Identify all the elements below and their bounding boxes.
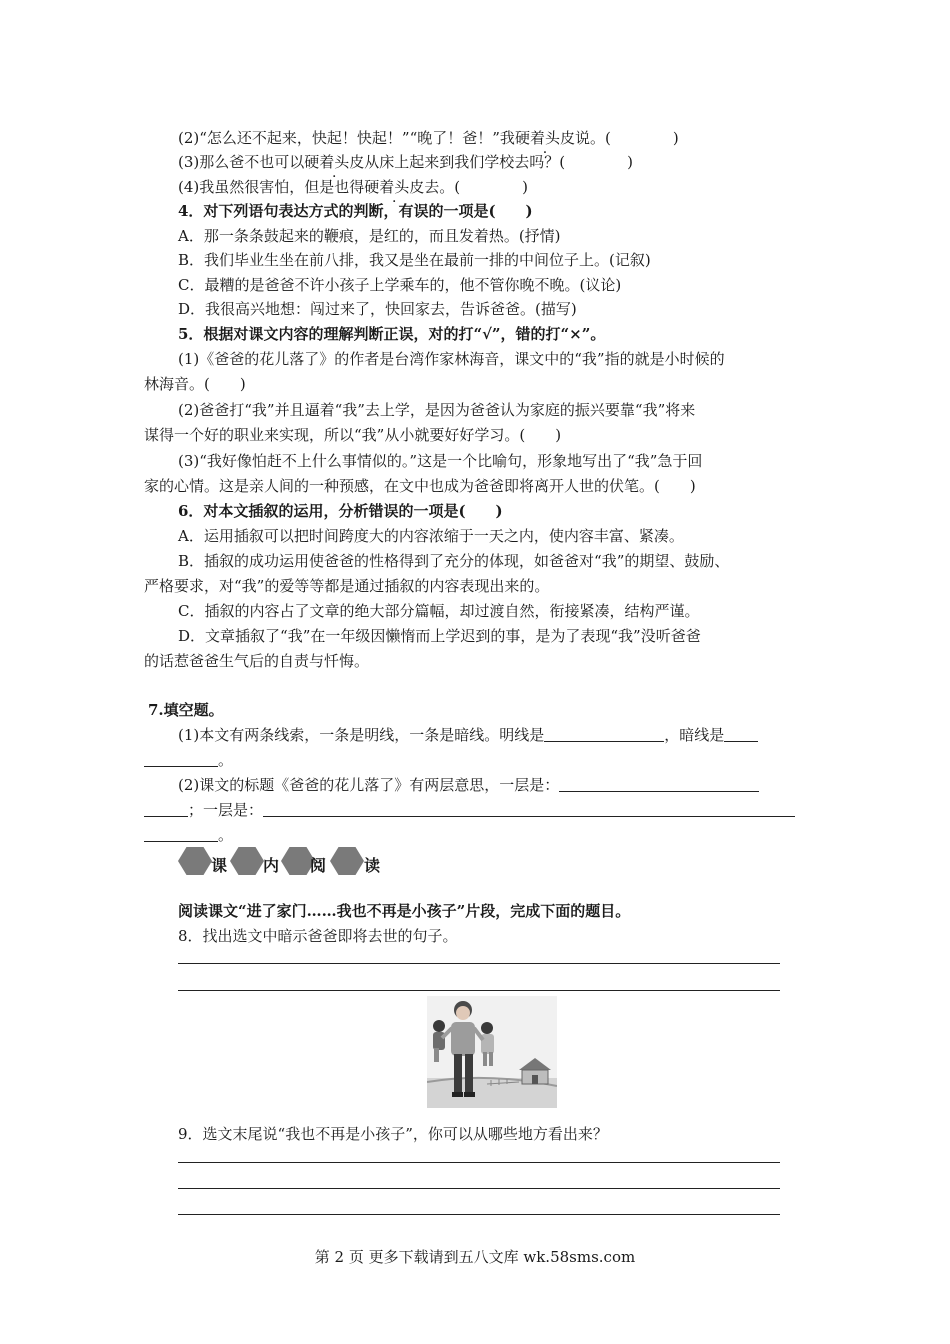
- page-footer: 第 2 页 更多下载请到五八文库 wk.58sms.com: [314, 1248, 636, 1266]
- hexagon-icon: [330, 847, 364, 875]
- q4-option-c[interactable]: C．最糟的是爸爸不许小孩子上学乘车的，他不管你晚不晚。(议论): [178, 276, 622, 294]
- answer-line[interactable]: [178, 990, 780, 991]
- fill-blank[interactable]: [544, 725, 664, 742]
- q4-option-a[interactable]: A．那一条条鼓起来的鞭痕，是红的，而且发着热。(抒情): [178, 227, 561, 245]
- section-char: 读: [364, 856, 381, 875]
- section-char: 课: [211, 856, 228, 875]
- hexagon-icon: [178, 847, 212, 875]
- q8-stem: 8．找出选文中暗示爸爸即将去世的句子。: [178, 927, 458, 945]
- q4-option-d[interactable]: D．我很高兴地想：闯过来了，快回家去，告诉爸爸。(描写): [178, 300, 577, 318]
- q7-item-1-cont: 。: [144, 749, 233, 771]
- q7-item-2-cont2: 。: [144, 824, 233, 846]
- section-char: 阅: [310, 856, 327, 875]
- answer-line[interactable]: [178, 1188, 780, 1189]
- q6-option-d-line1[interactable]: D．文章插叙了“我”在一年级因懒惰而上学迟到的事，是为了表现“我”没听爸爸: [178, 627, 701, 645]
- q6-option-d-line2[interactable]: 的话惹爸爸生气后的自责与忏悔。: [144, 652, 370, 670]
- hexagon-icon: [230, 847, 264, 875]
- fill-blank[interactable]: [559, 775, 759, 792]
- q5-item-2-line1: (2)爸爸打“我”并且逼着“我”去上学，是因为爸爸认为家庭的振兴要靠“我”将来: [178, 401, 696, 419]
- q3-item-4-emphasis: 硬着头皮: [364, 178, 425, 196]
- q4-option-b[interactable]: B．我们毕业生坐在前八排，我又是坐在最前一排的中间位子上。(记叙): [178, 251, 651, 269]
- q6-option-b-line1[interactable]: B．插叙的成功运用使爸爸的性格得到了充分的体现，如爸爸对“我”的期望、鼓励、: [178, 552, 730, 570]
- q5-item-1-line2: 林海音。( ): [144, 375, 246, 393]
- q5-item-1-line1: (1)《爸爸的花儿落了》的作者是台湾作家林海音，课文中的“我”指的就是小时候的: [178, 350, 725, 368]
- fill-blank[interactable]: [144, 750, 218, 767]
- fill-blank[interactable]: [144, 825, 218, 842]
- q5-item-2-line2: 谋得一个好的职业来实现，所以“我”从小就要好好学习。( ): [144, 426, 562, 444]
- fill-blank[interactable]: [724, 725, 758, 742]
- fill-blank[interactable]: [263, 800, 795, 817]
- section-char: 内: [263, 856, 280, 875]
- q6-option-a[interactable]: A．运用插叙可以把时间跨度大的内容浓缩于一天之内，使内容丰富、紧凑。: [178, 527, 684, 545]
- father-children-illustration: [427, 996, 557, 1108]
- q5-stem: 5．根据对课文内容的理解判断正误，对的打“√”，错的打“×”。: [178, 325, 606, 343]
- answer-line[interactable]: [178, 1162, 780, 1163]
- q6-stem: 6．对本文插叙的运用，分析错误的一项是( ): [178, 502, 503, 520]
- answer-line[interactable]: [178, 1214, 780, 1215]
- illustration-svg: [427, 996, 557, 1108]
- q7-stem: 7.填空题。: [148, 701, 224, 719]
- q3-item-3-emphasis: 硬着头皮: [304, 153, 365, 171]
- q3-item-4: (4)我虽然很害怕，但是也得硬着头皮去。( ): [178, 178, 528, 196]
- q7-item-2: (2)课文的标题《爸爸的花儿落了》有两层意思，一层是：: [178, 774, 759, 796]
- q7-item-1: (1)本文有两条线索，一条是明线，一条是暗线。明线是 ，暗线是: [178, 724, 758, 746]
- q5-item-3-line2: 家的心情。这是亲人间的一种预感，在文中也成为爸爸即将离开人世的伏笔。( ): [144, 477, 696, 495]
- q3-item-3: (3)那么爸不也可以硬着头皮从床上起来到我们学校去吗？( ): [178, 153, 633, 171]
- q6-option-b-line2[interactable]: 严格要求，对“我”的爱等等都是通过插叙的内容表现出来的。: [144, 577, 550, 595]
- reading-intro: 阅读课文“进了家门……我也不再是小孩子”片段，完成下面的题目。: [178, 902, 631, 920]
- q3-item-2-emphasis: 硬着头皮: [514, 129, 575, 147]
- q5-item-3-line1: (3)“我好像怕赶不上什么事情似的。”这是一个比喻句，形象地写出了“我”急于回: [178, 452, 703, 470]
- fill-blank[interactable]: [144, 800, 188, 817]
- q4-stem: 4．对下列语句表达方式的判断，有误的一项是( ): [178, 202, 533, 220]
- answer-line[interactable]: [178, 963, 780, 964]
- q6-option-c[interactable]: C．插叙的内容占了文章的绝大部分篇幅，却过渡自然，衔接紧凑，结构严谨。: [178, 602, 700, 620]
- q3-item-2: (2)“怎么还不起来，快起！快起！”“晚了！爸！”我硬着头皮说。( ): [178, 129, 679, 147]
- q9-stem: 9．选文末尾说“我也不再是小孩子”，你可以从哪些地方看出来？: [178, 1125, 608, 1143]
- q7-item-2-cont: ；一层是：: [144, 799, 795, 821]
